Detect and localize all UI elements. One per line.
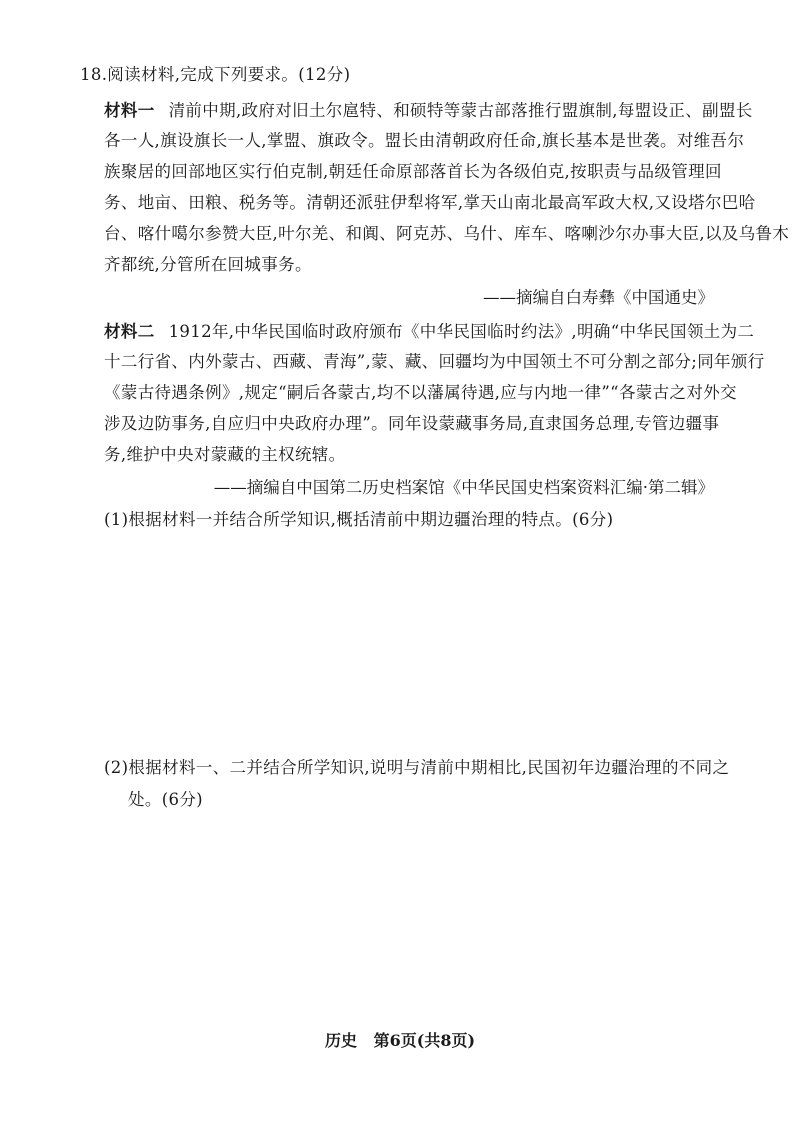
page-footer: 历史 第6页(共8页) <box>324 1031 476 1050</box>
material-two-label: 材料二 <box>104 322 155 341</box>
material-two-line: 《蒙古待遇条例》,规定“嗣后各蒙古,均不以藩属待遇,应与内地一律”“各蒙古之对外交 <box>104 383 737 402</box>
sub-question-1: (1)根据材料一并结合所学知识,概括清前中期边疆治理的特点。(6分) <box>104 510 614 529</box>
material-one-line: 各一人,旗设旗长一人,掌盟、旗政令。盟长由清朝政府任命,旗长基本是世袭。对维吾尔 <box>104 131 745 150</box>
material-two-line: 材料二 1912年,中华民国临时政府颁布《中华民国临时约法》,明确“中华民国领土为二 <box>104 322 755 341</box>
answer-space-2[interactable] <box>104 820 704 1015</box>
material-one-line: 材料一 清前中期,政府对旧土尔扈特、和硕特等蒙古部落推行盟旗制,每盟设正、副盟长 <box>104 101 753 120</box>
material-two-line: 涉及边防事务,自应归中央政府办理”。同年设蒙藏事务局,直隶国务总理,专管边疆事 <box>104 414 720 433</box>
material-one-source: ——摘编自白寿彝《中国通史》 <box>483 288 714 307</box>
material-one-line: 台、喀什噶尔参赞大臣,叶尔羌、和阗、阿克苏、乌什、库车、喀喇沙尔办事大臣,以及乌鲁木 <box>104 224 790 243</box>
material-two-line: 十二行省、内外蒙古、西藏、青海”,蒙、藏、回疆均为中国领土不可分割之部分;同年颁行 <box>104 352 765 371</box>
material-one-line: 族聚居的回部地区实行伯克制,朝廷任命原部落首长为各级伯克,按职责与品级管理回 <box>104 162 722 181</box>
question-number: 18. <box>80 65 108 84</box>
question-prompt: 阅读材料,完成下列要求。(12分) <box>107 65 351 84</box>
material-two-line: 务,维护中央对蒙藏的主权统辖。 <box>104 445 346 464</box>
material-one-label: 材料一 <box>104 101 155 120</box>
question-header <box>80 64 350 86</box>
material-one-line: 齐都统,分管所在回城事务。 <box>104 255 312 274</box>
material-two-source: ——摘编自中国第二历史档案馆《中华民国史档案资料汇编·第二辑》 <box>213 478 714 497</box>
material-one-line: 务、地亩、田粮、税务等。清朝还派驻伊犁将军,掌天山南北最高军政大权,又设塔尔巴哈 <box>104 193 756 212</box>
sub-question-2-line-1: (2)根据材料一、二并结合所学知识,说明与清前中期相比,民国初年边疆治理的不同之 <box>104 758 730 777</box>
answer-space-1[interactable] <box>104 540 704 745</box>
sub-question-2-line-2: 处。(6分) <box>128 790 203 809</box>
